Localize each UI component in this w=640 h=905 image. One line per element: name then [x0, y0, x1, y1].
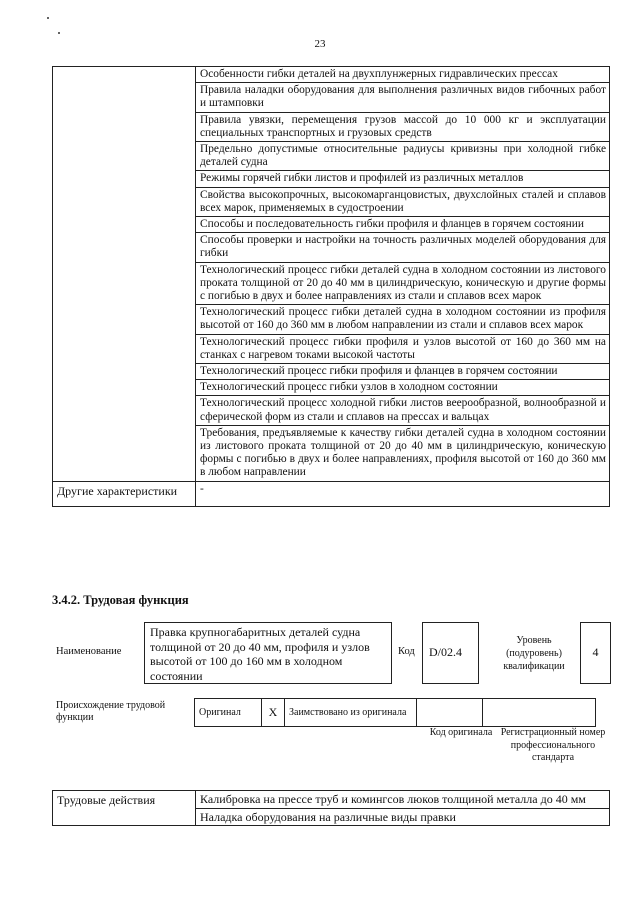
reg-number-caption: Регистрационный номер профессионального стандарта [500, 727, 606, 763]
qualification-level-label: Уровень (подуровень) квалификации [503, 635, 565, 672]
code-label: Код [398, 646, 415, 657]
knowledge-item: Технологический процесс гибки деталей судна в холодном состоянии из листового проката толщиной от 20 до 40 мм в цилиндрическую, коническую и другие формы с погибью в двух и более направлениях из стали и сплавов всех марок [196, 262, 610, 305]
labor-action-item: Калибровка на прессе труб и комингсов люков толщиной металла до 40 мм [196, 791, 610, 809]
knowledge-item: Способы и последовательность гибки профиля и фланцев в горячем состоянии [196, 217, 610, 233]
code-original-cell [417, 699, 483, 727]
table-row [53, 791, 610, 809]
original-label: Оригинал [195, 699, 262, 727]
function-code-field: D/02.4 [422, 622, 479, 684]
function-name-field: Правка крупногабаритных деталей судна толщиной от 20 до 40 мм, профиля и узлов высотой от 100 до 160 мм в холодном состоянии [144, 622, 392, 684]
knowledge-item: Правила наладки оборудования для выполнения различных видов гибочных работ и штамповки [196, 83, 610, 112]
knowledge-item: Предельно допустимые относительные радиусы кривизны при холодной гибке деталей судна [196, 142, 610, 171]
reg-number-cell [483, 699, 596, 727]
code-original-caption: Код оригинала [429, 727, 493, 738]
page-number: 23 [314, 38, 326, 50]
knowledge-item: Технологический процесс гибки профиля и фланцев в горячем состоянии [196, 364, 610, 380]
knowledge-item: Особенности гибки деталей на двухплунжерных гидравлических прессах [196, 67, 610, 83]
qualification-level-field: 4 [580, 622, 611, 684]
table-row [53, 67, 610, 83]
origin-table [194, 698, 596, 727]
section-title: 3.4.2. Трудовая функция [52, 593, 189, 607]
knowledge-item: Требования, предъявляемые к качеству гибки деталей судна в холодном состоянии из листового проката толщиной от 20 до 40 мм в цилиндрическую, коническую формы с погибью в двух и более направлениях, профиля высотой от 160 до 360 мм в любом направлении [196, 425, 610, 481]
knowledge-table [52, 66, 610, 507]
table-row [53, 481, 610, 506]
borrowed-label: Заимствовано из оригинала [285, 699, 417, 727]
knowledge-item: Свойства высокопрочных, высокомарганцовистых, двухслойных сталей и сплавов всех марок, применяемых в судостроении [196, 187, 610, 216]
labor-actions-table [52, 790, 610, 826]
knowledge-item: Технологический процесс холодной гибки листов веерообразной, волнообразной и сферической форм из стали и сплавов на прессах и вальцах [196, 396, 610, 425]
labor-action-item: Наладка оборудования на различные виды правки [196, 808, 610, 826]
knowledge-item: Технологический процесс гибки узлов в холодном состоянии [196, 380, 610, 396]
knowledge-item: Способы проверки и настройки на точность различных моделей оборудования для гибки [196, 233, 610, 262]
knowledge-item: Технологический процесс гибки профиля и узлов высотой от 160 до 360 мм на станках с нагревом токами высокой частоты [196, 334, 610, 363]
knowledge-item: Правила увязки, перемещения грузов массой до 10 000 кг и эксплуатации специальных транспортных и грузовых средств [196, 112, 610, 141]
name-label: Наименование [56, 646, 122, 657]
scan-speck [47, 17, 49, 19]
knowledge-item: Режимы горячей гибки листов и профилей из различных металлов [196, 171, 610, 187]
original-mark: X [262, 699, 285, 727]
knowledge-item: Технологический процесс гибки деталей судна в холодном состоянии из профиля высотой от 160 до 360 мм в любом направлении из стали и сплавов всех марок [196, 305, 610, 334]
knowledge-label-cell [53, 67, 196, 482]
other-characteristics-label: Другие характеристики [53, 481, 196, 506]
other-characteristics-value: - [196, 481, 610, 506]
origin-label: Происхождение трудовой функции [56, 700, 166, 723]
labor-actions-label: Трудовые действия [53, 791, 196, 826]
scan-speck [58, 32, 60, 34]
